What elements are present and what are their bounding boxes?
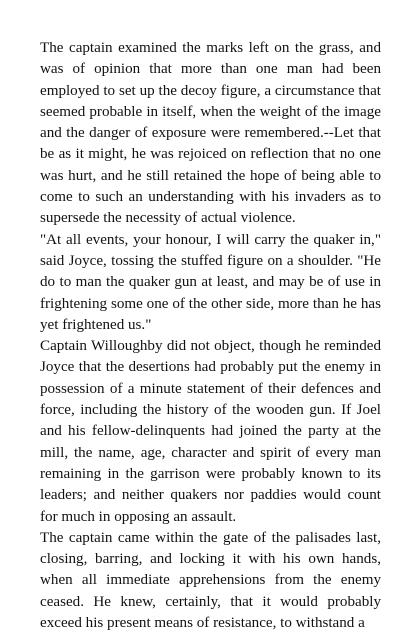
document-page — [40, 38, 381, 634]
paragraph-grass-marks: The captain examined the marks left on the grass, and was of opinion that more than one man had been employed to set up the decoy figure, a circumstance that seemed probable in itself, when the weight of the image and the danger of exposure were remembered.--Let that be as it might, he was rejoiced on reflection that no one was hurt, and he still retained the hope of being able to come to such an understanding with his invaders as to supersede the necessity of actual violence. — [40, 40, 381, 227]
paragraph-willoughby-objection: Captain Willoughby did not object, though he reminded Joyce that the desertions had probably put the enemy in possession of a minute statement of their defences and force, including the history of the wooden gun. If Joel and his fellow-delinquents had joined the party at the mill, the name, age, character and spirit of every man remaining in the garrison were probably known to its leaders; and neither quakers nor paddies would count for much in opposing an assault. — [40, 338, 381, 525]
paragraph-gate-palisades: The captain came within the gate of the palisades last, closing, barring, and locking it with his own hands, when all immediate apprehensions from the enemy ceased. He knew, certainly, that it would probably exceed his present means of resistance, to withstand a — [40, 529, 381, 632]
paragraph-joyce-quaker: "At all events, your honour, I will carry the quaker in," said Joyce, tossing the stuffed figure on a shoulder. "He do to man the quaker gun at least, and may be of use in frightening some one of the other side, more than he has yet frightened us." — [40, 231, 381, 333]
